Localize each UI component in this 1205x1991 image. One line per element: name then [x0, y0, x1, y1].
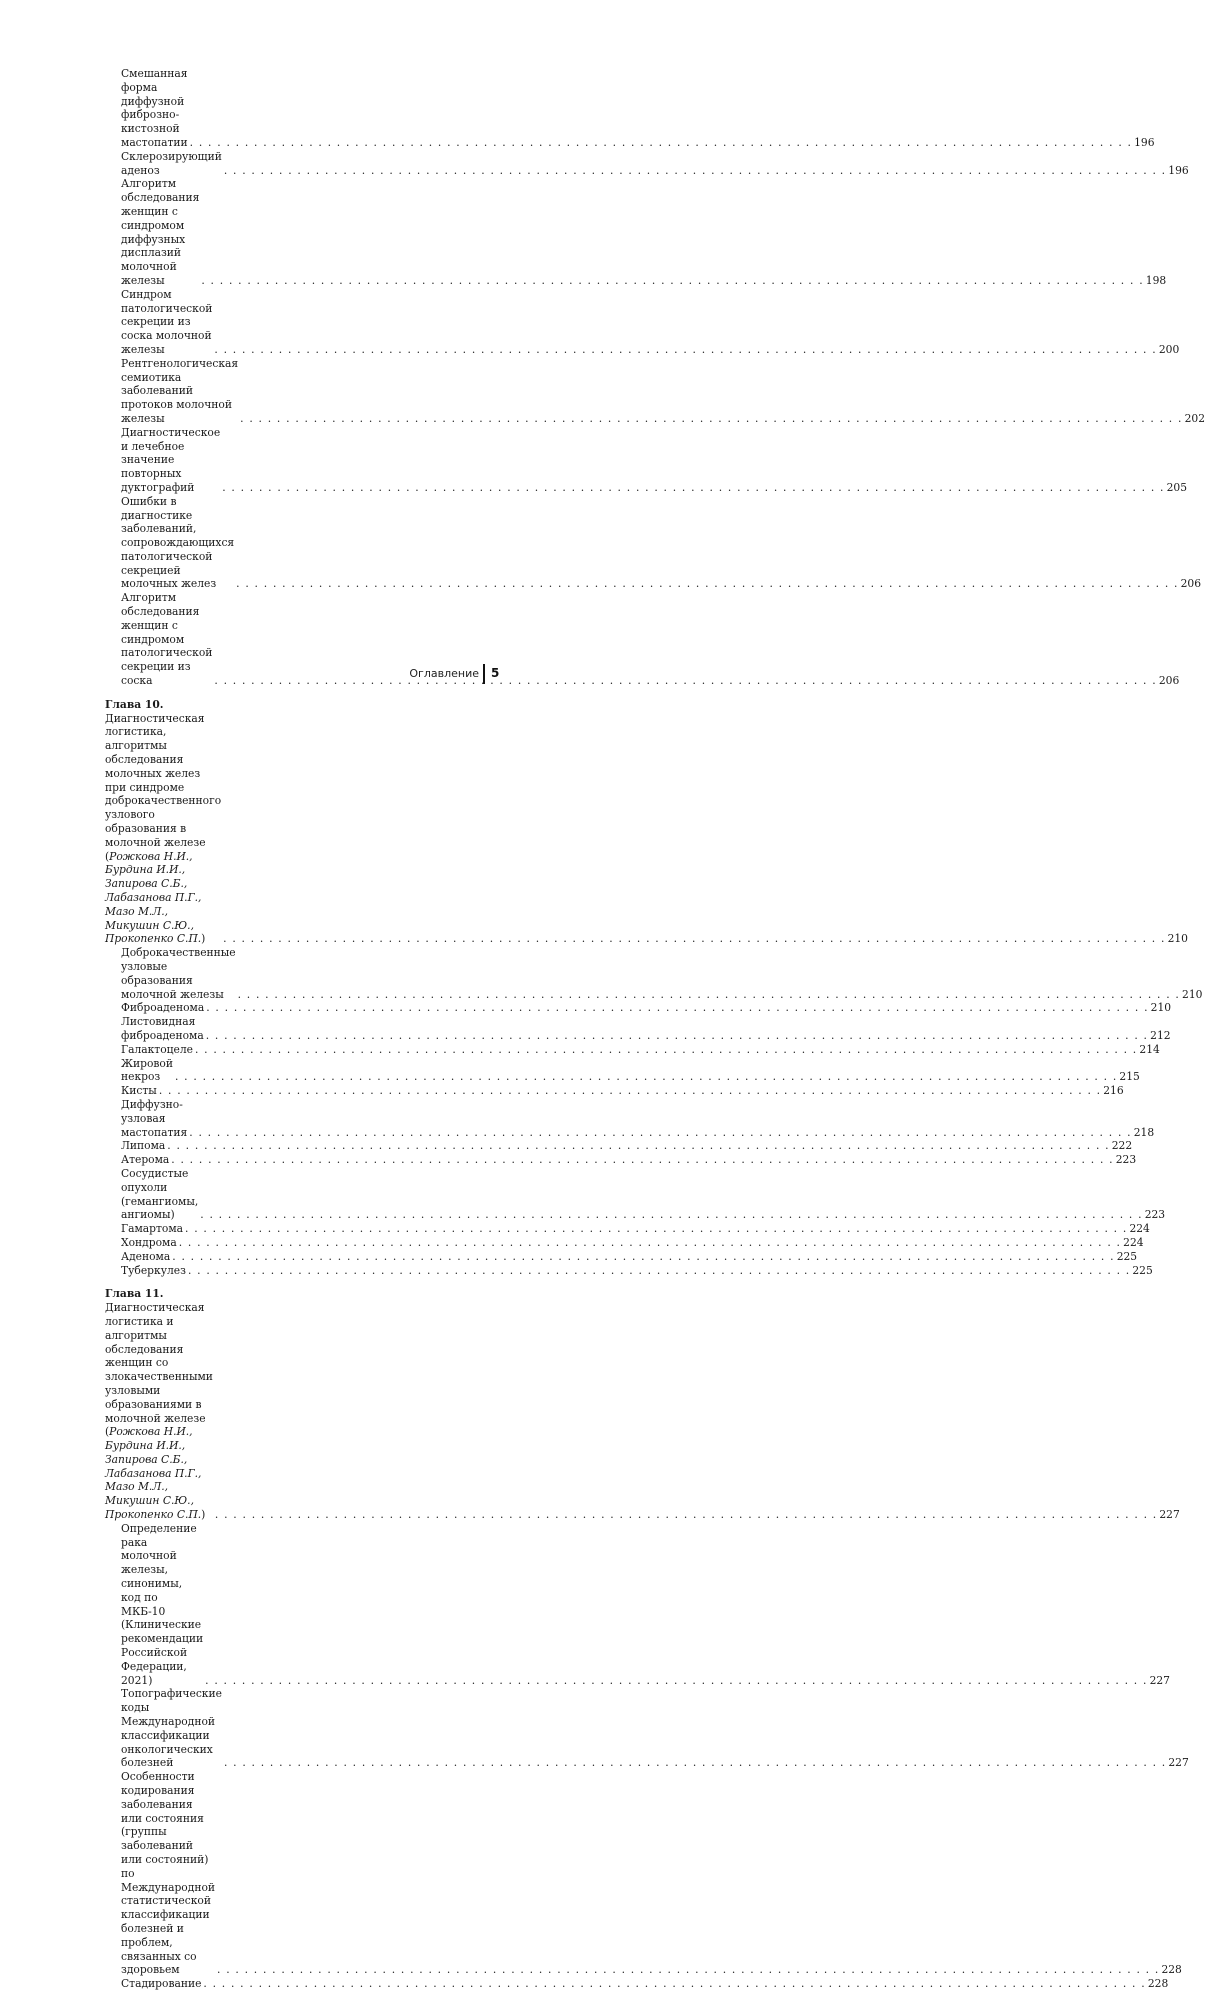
toc-entry	[105, 1235, 1144, 1250]
toc-entry-title: Алгоритм обследования женщин с синдромом патологической секреции из соска	[121, 591, 213, 688]
leader-dots	[188, 1264, 1130, 1278]
toc-entry-title: Алгоритм обследования женщин с синдромом диффузных дисплазий молочной железы	[121, 177, 200, 287]
toc-entry-page: 212	[1150, 1028, 1171, 1042]
leader-dots	[171, 1153, 1113, 1167]
leader-dots	[223, 932, 1165, 946]
chapter-10-authors: Рожкова Н.И., Бурдина И.И., Запирова С.Б., Лабазанова П.Г., Мазо М.Л., Микушин С.Ю., Прокопенко С.П.	[105, 849, 202, 946]
toc-entry-title: Диагностическое и лечебное значение повторных дуктографий	[121, 425, 221, 494]
leader-dots	[215, 1508, 1157, 1522]
toc-entry-title: Диффузно-узловая мастопатия	[121, 1097, 188, 1139]
toc-entry-title: Туберкулез	[121, 1263, 186, 1277]
toc-entry-page: 223	[1115, 1153, 1137, 1167]
chapter-11-items	[105, 1521, 1189, 1991]
toc-entry	[105, 494, 1202, 592]
leader-dots	[190, 136, 1132, 150]
chapter-10-page: 210	[1167, 932, 1188, 946]
leader-dots	[205, 1674, 1147, 1688]
toc-entry-page: 224	[1129, 1222, 1150, 1236]
chapter-11-label: Глава 11.	[105, 1287, 164, 1301]
leader-dots	[206, 1001, 1148, 1015]
toc-entry-page: 206	[1158, 674, 1180, 688]
toc-entry-title: Синдром патологической секреции из соска молочной железы	[121, 287, 213, 356]
toc-entry-title: Сосудистые опухоли (гемангиомы, ангиомы)	[121, 1166, 199, 1222]
leader-dots	[206, 1029, 1148, 1043]
toc-entry-page: 222	[1111, 1139, 1133, 1153]
toc-entry	[105, 425, 1188, 495]
leader-dots	[185, 1222, 1127, 1236]
toc-entry-title: Листовидная фиброаденома	[121, 1015, 204, 1042]
leader-dots	[203, 1977, 1145, 1991]
toc-entry-page: 224	[1123, 1235, 1144, 1249]
toc-entry-title: Определение рака молочной железы, синонимы, код по МКБ-10 (Клинические рекомендации Российской Федерации, 2021)	[121, 1521, 204, 1687]
toc-entry-page: 210	[1182, 987, 1203, 1001]
toc-entry-page: 225	[1132, 1263, 1153, 1277]
toc-entry	[105, 287, 1180, 357]
toc-entry-title: Кисты	[121, 1084, 157, 1098]
toc-entry	[105, 1139, 1133, 1153]
leader-dots	[175, 1070, 1117, 1084]
leader-dots	[172, 1250, 1114, 1264]
toc-entry	[105, 149, 1189, 178]
toc-entry-title: Атерома	[121, 1153, 170, 1167]
toc-entry	[105, 67, 1155, 150]
toc-section-continued	[105, 67, 1205, 688]
chapter-10-title: Диагностическая логистика, алгоритмы обследования молочных желез при синдроме доброкачественного узлового образования в молочной железе (	[105, 711, 222, 863]
toc-entry-page: 214	[1139, 1042, 1160, 1056]
toc-entry	[105, 1153, 1137, 1167]
leader-dots	[240, 412, 1182, 426]
toc-entry-page: 225	[1116, 1249, 1138, 1263]
toc-entry-page: 228	[1161, 1963, 1182, 1977]
toc-entry-page: 227	[1168, 1756, 1189, 1770]
toc-entry	[105, 1222, 1150, 1236]
toc-entry-page: 227	[1149, 1673, 1170, 1687]
toc-entry-title: Смешанная форма диффузной фиброзно-кистозной мастопатии	[121, 67, 188, 149]
toc-entry	[105, 1770, 1182, 1977]
toc-entry	[105, 1001, 1172, 1015]
toc-entry-title: Гамартома	[121, 1222, 184, 1236]
toc-entry-page: 205	[1166, 480, 1188, 494]
toc-entry	[105, 946, 1203, 1001]
toc-entry-page: 206	[1180, 577, 1202, 591]
toc-entry-title: Рентгенологическая семиотика заболеваний протоков молочной железы	[121, 356, 239, 425]
leader-dots	[167, 1139, 1109, 1153]
leader-dots	[224, 164, 1166, 178]
leader-dots	[214, 343, 1156, 357]
toc-entry-page: 216	[1103, 1084, 1124, 1098]
page-footer	[0, 664, 600, 686]
leader-dots	[179, 1236, 1121, 1250]
toc-entry-title: Галактоцеле	[121, 1042, 193, 1056]
toc-entry	[105, 1521, 1170, 1688]
leader-dots	[189, 1126, 1131, 1140]
toc-entry	[105, 356, 1205, 426]
footer-section-label: Оглавление	[409, 667, 479, 680]
chapter-11-heading: Глава 11. Диагностическая логистика и алгоритмы обследования женщин со злокачественными узловыми образованиями в молочной железе (Рожкова Н.И., Бурдина И.И., Запирова С.Б., Лабазанова П.Г., Мазо М.Л., Микушин С.Ю., Прокопенко С.П.) . . . 227	[105, 1287, 485, 1522]
leader-dots	[224, 1756, 1166, 1770]
toc-entry	[105, 1097, 1155, 1139]
leader-dots	[236, 577, 1178, 591]
toc-entry-page: 202	[1184, 411, 1205, 425]
toc-entry-page: 228	[1147, 1977, 1169, 1991]
toc-entry	[105, 1687, 1189, 1770]
toc-entry-title: Склерозирующий аденоз	[121, 149, 222, 177]
leader-dots	[159, 1084, 1101, 1098]
chapter-10-heading: Глава 10. Диагностическая логистика, алгоритмы обследования молочных желез при синдроме доброкачественного узлового образования в молочной железе (Рожкова Н.И., Бурдина И.И., Запирова С.Б., Лабазанова П.Г., Мазо М.Л., Микушин С.Ю., Прокопенко С.П.) . . . 210	[105, 698, 485, 946]
toc-entry-page: 223	[1144, 1208, 1166, 1222]
toc-entry	[105, 1015, 1171, 1043]
toc-entry-page: 200	[1158, 342, 1180, 356]
toc-entry-title: Фиброаденома	[121, 1001, 205, 1015]
toc-entry-page: 196	[1168, 163, 1189, 177]
toc-entry	[105, 1056, 1140, 1085]
toc-entry	[105, 1084, 1124, 1098]
leader-dots	[195, 1043, 1137, 1057]
chapter-10-label: Глава 10.	[105, 697, 164, 711]
toc-entry-page: 218	[1133, 1125, 1155, 1139]
toc-entry-page: 210	[1150, 1001, 1172, 1015]
toc-entry-title: Топографические коды Международной классификации онкологических болезней	[121, 1687, 222, 1770]
chapter-11-page: 227	[1159, 1508, 1180, 1522]
toc-entry	[105, 1977, 1169, 1991]
toc-entry-page: 215	[1119, 1070, 1140, 1084]
chapter-10-items	[105, 946, 1203, 1277]
toc-entry	[105, 1249, 1138, 1264]
toc-entry	[105, 1263, 1153, 1278]
leader-dots	[238, 988, 1180, 1002]
leader-dots	[217, 1963, 1159, 1977]
toc-entry-title: Особенности кодирования заболевания или состояния (группы заболеваний или состояний) по Международной статистической классификации болезней и проблем, связанных со здоровьем	[121, 1770, 216, 1977]
footer-divider	[483, 664, 485, 684]
toc-entry-title: Аденома	[121, 1249, 171, 1263]
toc-entry	[105, 1166, 1166, 1222]
leader-dots	[201, 274, 1143, 288]
chapter-11-title: Диагностическая логистика и алгоритмы обследования женщин со злокачественными узловыми образованиями в молочной железе (	[105, 1301, 213, 1439]
page-number: 5	[491, 666, 500, 680]
toc-entry-title: Хондрома	[121, 1235, 177, 1249]
toc-entry-title: Стадирование	[121, 1977, 202, 1991]
leader-dots	[222, 481, 1164, 495]
toc-entry-page: 196	[1134, 135, 1155, 149]
toc-entry-title: Жировой некроз	[121, 1056, 173, 1084]
chapter-11-authors: Рожкова Н.И., Бурдина И.И., Запирова С.Б., Лабазанова П.Г., Мазо М.Л., Микушин С.Ю., Прокопенко С.П.	[105, 1425, 202, 1522]
toc-entry-page: 198	[1145, 273, 1167, 287]
toc-entry	[105, 1042, 1160, 1057]
toc-entry-title: Доброкачественные узловые образования молочной железы	[121, 946, 236, 1001]
table-of-contents	[105, 67, 1205, 1991]
leader-dots	[200, 1208, 1142, 1222]
toc-entry-title: Ошибки в диагностике заболеваний, сопровождающихся патологической секрецией молочных желез	[121, 494, 235, 591]
toc-entry-title: Липома	[121, 1139, 166, 1153]
toc-entry	[105, 177, 1167, 287]
